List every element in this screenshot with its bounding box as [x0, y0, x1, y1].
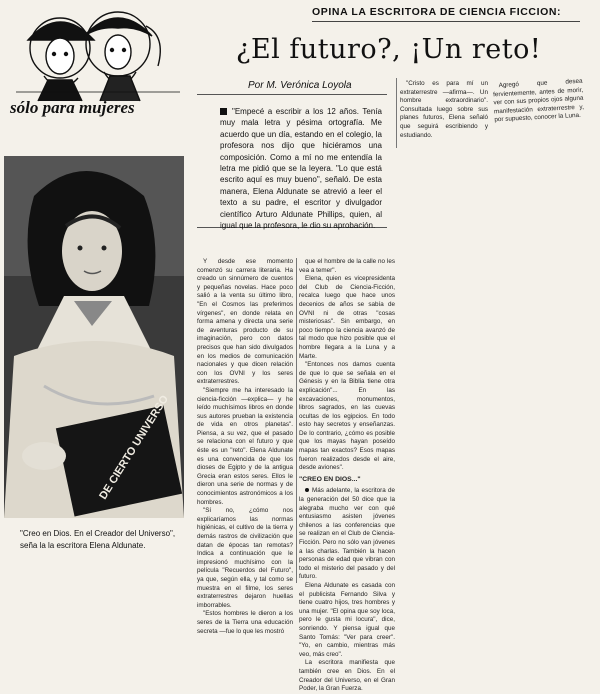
body-column-2: [299, 258, 395, 693]
paragraph: que el hombre de la calle no les vea a temer".: [299, 258, 395, 274]
paragraph-text: Más adelante, la escritora de la generación del 50 dice que la alegraba mucho ver con qué entusiasmo asisten jóvenes chilenos a las conferencias que se realizan en el Club de Ciencia-Ficción. Pero no sólo van jóvenes a las charlas. También la hacen personas de edad que vibran con todo el misterio del pasado y del futuro.: [299, 487, 395, 581]
paragraph: Agregó que desea fervientemente, antes de morir, ver con sus propios ojos alguna manifestación extraterrestre y, por supuesto, conocer la Luna.: [492, 77, 585, 124]
body-column-3: [400, 80, 488, 140]
byline: Por M. Verónica Loyola: [248, 80, 352, 91]
column-divider: [396, 78, 397, 148]
paragraph: "Entonces nos damos cuenta de que lo que se señala en el Génesis y en la Biblia tiene otra explicación"... En las excavaciones, monumentos, libros sagrados, en las cuevas ocultas de los egipcios. En todo esto hay secretos y enseñanzas. De lo contrario, ¿cómo es posible que los mayas hayan poseído mapas tan exactos? Esos mapas fueron realizados desde el aire, desde aviones".: [299, 361, 395, 472]
column-divider: [296, 258, 297, 583]
kicker: OPINA LA ESCRITORA DE CIENCIA FICCION:: [312, 6, 562, 18]
headline: ¿El futuro?, ¡Un reto!: [236, 34, 542, 65]
paragraph: Y desde ese momento comenzó su carrera literaria. Ha creado un sinnúmero de cuentos y pequeñas novelas. Hace poco salió a la venta su último libro, "En el Cosmos las preferimos vírgenes", en donde relata en forma amena y directa una serie de aventuras producto de su imaginación, pero con datos precisos que han sido divulgados en los medios de comunicación nacionales y que dicen relación con los OVNI y los seres extraterrestres.: [197, 258, 293, 386]
paragraph: La escritora manifiesta que también cree en Dios. En el Creador del Universo, en el Gran Poder, la Gran Fuerza.: [299, 659, 395, 693]
intro-text: "Empecé a escribir a los 12 años. Tenía muy mala letra y pésima ortografía. Me acuerdo que un día, estando en el colegio, la profesora nos dijo que hiciéramos una composición. Como a mí no me entendía la letra me pidió que se la leyera. "Lo que está escrito aquí es muy bueno", señaló. De esta manera, Elena Aldunate se atrevió a leer el texto a su padre, el escritor y divulgador científico Arturo Aldunate Phillips, quien, al igual que la profesora, le dio su aprobación.: [220, 107, 382, 231]
divider: [312, 21, 580, 22]
paragraph: Elena, quien es vicepresidenta del Club de Ciencia-Ficción, recalca luego que hace unos decenios de años se sabía de OVNI ni de otras "cosas misteriosas". Sin embargo, en poco tiempo la ciencia avanzó de tal modo que hizo posible que el hombre llegara a la Luna y a Marte.: [299, 275, 395, 360]
paragraph: "Cristo es para mí un extraterrestre —afirma—. Un hombre extraordinario". Consultada luego sobre sus planes futuros, Elena señaló que seguirá escribiendo y estudiando.: [400, 80, 488, 139]
section-title: sólo para mujeres: [10, 98, 135, 117]
body-column-4: [492, 78, 585, 143]
bullet-icon: [305, 488, 309, 492]
paragraph: "Siempre me ha interesado la ciencia-ficción —explica— y he leído muchísimos libros en donde sus autores prueban la existencia de vida en otros planetas". Piensa, a su vez, que el pasado se relaciona con el futuro y que éste es un "reto". Elena Aldunate es una convencida de que los dioses de Egipto y de la antigua Grecia eran estos seres. Ellos le dieron una serie de normas y de conocimientos astronómicos a los hombres.: [197, 386, 293, 506]
paragraph: [299, 487, 395, 582]
square-bullet-icon: [220, 108, 227, 115]
photo-elena-aldunate: [4, 156, 184, 518]
subheading: "CREO EN DIOS...": [299, 475, 361, 483]
paragraph: "Estos hombres le dieron a los seres de la Tierra una educación secreta —fue lo que les mostró: [197, 610, 293, 635]
body-column-1: [197, 258, 293, 635]
intro-paragraph: [220, 106, 382, 231]
photo-caption: "Creo en Dios. En el Creador del Universo", seña la la escritora Elena Aldunate.: [20, 529, 176, 550]
paragraph: "Sí no, ¿cómo nos explicaríamos las normas higiénicas, el cultivo de la tierra y demás rastros de civilización que datan de épocas tan remotas? Indica a continuación que le impresionó muchísimo con la película "Recuerdos del Futuro", ya que, según ella, y tal como se muestra en el filme, los seres extraterrestres dejaron huellas imborrables.: [197, 507, 293, 609]
paragraph: Elena Aldunate es casada con el publicista Fernando Silva y tiene cuatro hijos, tres hombres y una mujer. "El opina que soy loca, pero le gusta mi locura", dice, sonriendo. Y piensa igual que Santo Tomás: "Ver para creer". "Yo, en cambio, mientras más veo, más creo".: [299, 581, 395, 658]
book-cover-text: DE CIERTO UNIVERSO: [97, 393, 172, 502]
